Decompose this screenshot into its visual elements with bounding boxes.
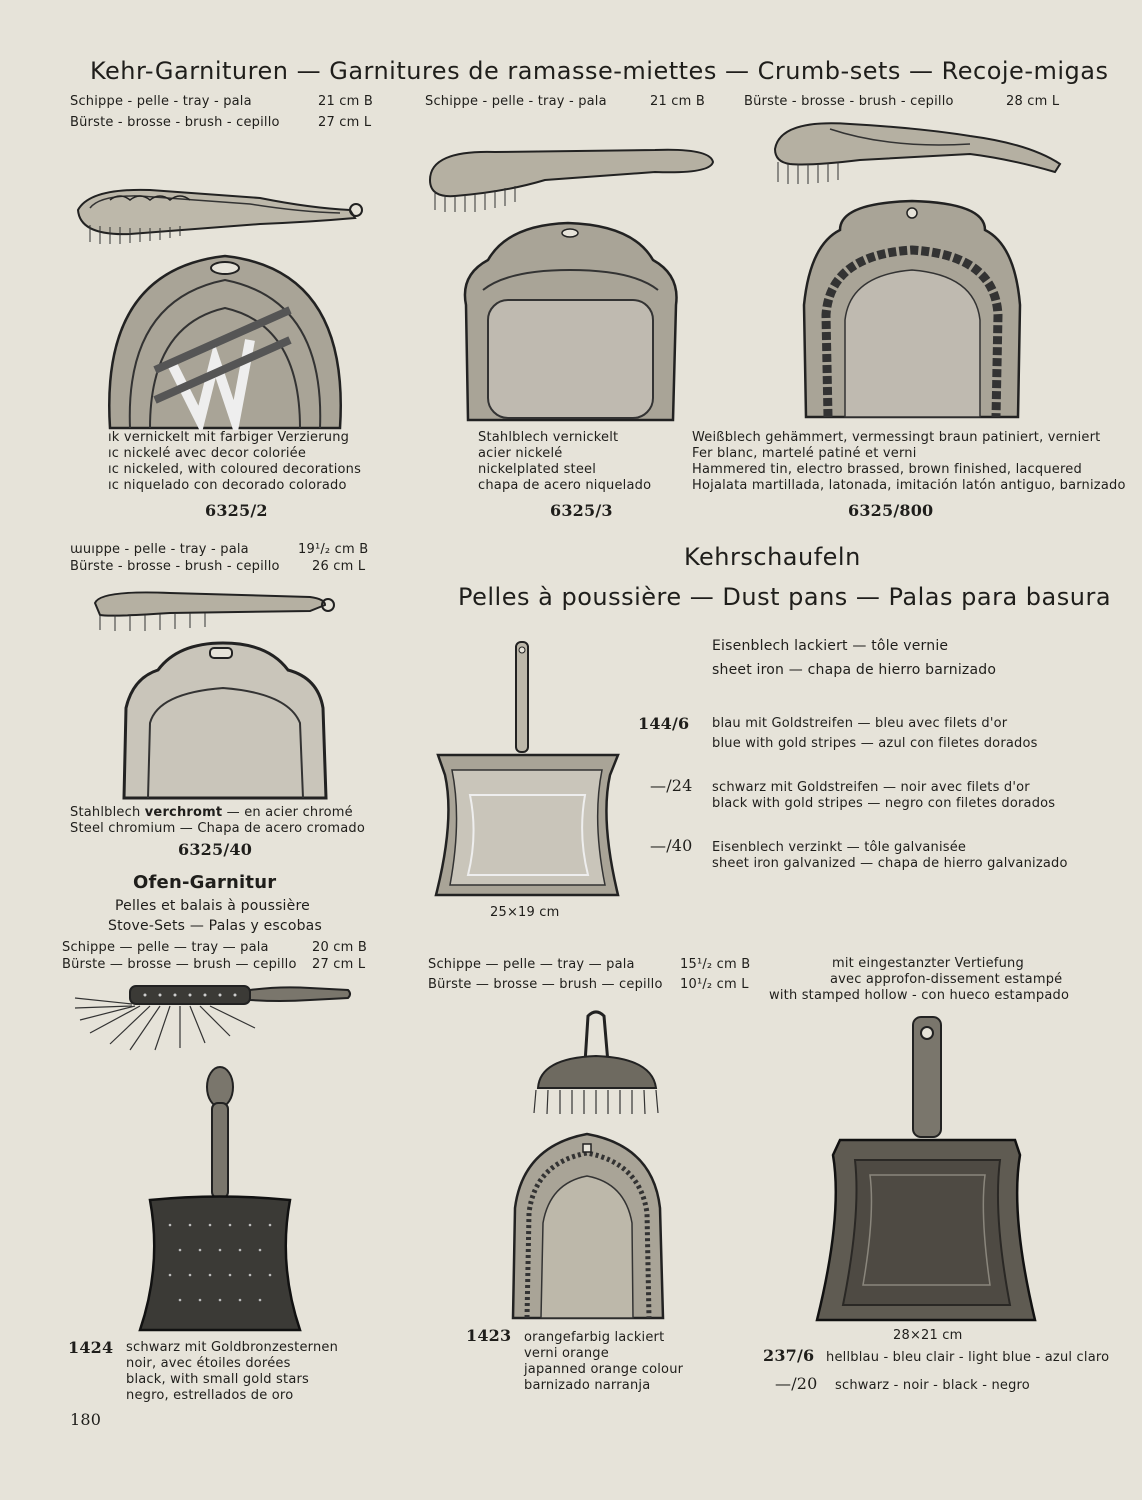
spec-brush-6325-40: Bürste - brosse - brush - cepillo <box>70 559 280 574</box>
stove-subtitle-2: Stove-Sets — Palas y escobas <box>108 918 322 934</box>
desc-1424-line3: black, with small gold stars <box>126 1372 309 1387</box>
desc-6325-3-line3: nickelplated steel <box>478 462 597 477</box>
spec-brush-size-6325-2: 27 cm L <box>318 115 372 130</box>
desc-6325-3-line1: Stahlblech vernickelt <box>478 430 619 445</box>
desc-237-line2: avec approfon-dissement estampé <box>830 972 1063 987</box>
crumb-pan-6325-3-image <box>458 215 683 425</box>
item-number-6325-800: 6325/800 <box>848 501 934 520</box>
page-title: Kehr-Garnituren — Garnitures de ramasse-miettes — Crumb-sets — Recoje-migas <box>90 57 1109 85</box>
crumb-brush-6325-800-image <box>770 114 1070 189</box>
dustpan-144-6-line2: blue with gold stripes — azul con filetes dorados <box>712 736 1038 751</box>
item-number-6325-40: 6325/40 <box>178 840 253 859</box>
spec-brush-1423: Bürste — brosse — brush — cepillo <box>428 977 663 992</box>
stove-brush-1424-image <box>70 978 355 1053</box>
desc-6325-800-line4: Hojalata martillada, latonada, imitación latón antiguo, barnizado <box>692 478 1126 493</box>
spec-tray-1424: Schippe — pelle — tray — pala <box>62 940 269 955</box>
desc-6325-40-line2: Steel chromium — Chapa de acero cromado <box>70 821 365 836</box>
desc-6325-40-material: Stahlblech <box>70 805 145 820</box>
desc-6325-2-line1: ık vernickelt mit farbiger Verzierung <box>108 430 350 445</box>
spec-brush-1424: Bürste — brosse — brush — cepillo <box>62 957 297 972</box>
desc-1423-line1: orangefarbig lackiert <box>524 1330 665 1345</box>
dustpans-material-2: sheet iron — chapa de hierro barnizado <box>712 662 997 678</box>
desc-6325-40-french: — en acier chromé <box>222 805 353 820</box>
item-number-40: —/40 <box>650 836 693 855</box>
desc-1424-line4: negro, estrellados de oro <box>126 1388 294 1403</box>
desc-6325-2-line3: ıc nickeled, with coloured decorations <box>108 462 362 477</box>
spec-tray-6325-40: ɯuıppe - pelle - tray - pala <box>70 542 249 557</box>
desc-1424-line2: noir, avec étoiles dorées <box>126 1356 291 1371</box>
item-number-1424: 1424 <box>68 1338 114 1357</box>
dustpan-237-image <box>815 1015 1040 1325</box>
desc-1424-line1: schwarz mit Goldbronzesternen <box>126 1340 339 1355</box>
item-number-1423: 1423 <box>466 1326 512 1345</box>
spec-tray-size-6325-3: 21 cm B <box>650 94 705 109</box>
spec-brush-size-6325-800: 28 cm L <box>1006 94 1060 109</box>
dustpan-40-line2: sheet iron galvanized — chapa de hierro galvanizado <box>712 856 1068 871</box>
desc-237-line1: mit eingestanzter Vertiefung <box>832 956 1024 971</box>
crumb-pan-6325-2-image <box>100 250 350 430</box>
item-number-24: —/24 <box>650 776 693 795</box>
stove-title: Ofen-Garnitur <box>133 872 277 893</box>
dustpan-1423-image <box>505 1128 670 1323</box>
dustpans-title: Kehrschaufeln <box>684 543 861 571</box>
spec-tray-6325-2: Schippe - pelle - tray - pala <box>70 94 252 109</box>
spec-tray-6325-3: Schippe - pelle - tray - pala <box>425 94 607 109</box>
stove-subtitle-1: Pelles et balais à poussière <box>115 898 310 914</box>
item-number-237-6: 237/6 <box>763 1346 815 1365</box>
spec-tray-size-1424: 20 cm B <box>312 940 367 955</box>
item-number-6325-2: 6325/2 <box>205 501 268 520</box>
crumb-brush-6325-40-image <box>90 585 340 635</box>
dustpan-237-20-color: schwarz - noir - black - negro <box>835 1378 1030 1393</box>
dustpans-subtitle: Pelles à poussière — Dust pans — Palas para basura <box>458 583 1112 611</box>
spec-tray-size-6325-2: 21 cm B <box>318 94 373 109</box>
item-number-6325-3: 6325/3 <box>550 501 613 520</box>
dustpan-24-line1: schwarz mit Goldstreifen — noir avec filets d'or <box>712 780 1030 795</box>
dustpan-144-size: 25×19 cm <box>490 905 560 920</box>
spec-brush-size-1423: 10¹/₂ cm L <box>680 977 749 992</box>
desc-1423-line2: verni orange <box>524 1346 609 1361</box>
spec-tray-size-1423: 15¹/₂ cm B <box>680 957 751 972</box>
desc-6325-800-line2: Fer blanc, martelé patiné et verni <box>692 446 917 461</box>
desc-6325-40-finish: verchromt <box>144 805 223 820</box>
dustpan-237-6-color: hellblau - bleu clair - light blue - azul claro <box>826 1350 1110 1365</box>
crumb-brush-6325-2-image <box>70 180 370 250</box>
dustpan-144-6-line1: blau mit Goldstreifen — bleu avec filets d'or <box>712 716 1008 731</box>
dustpan-24-line2: black with gold stripes — negro con filetes dorados <box>712 796 1056 811</box>
spec-brush-6325-800: Bürste - brosse - brush - cepillo <box>744 94 954 109</box>
crumb-pan-6325-40-image <box>118 638 333 803</box>
desc-6325-40-line1 <box>70 805 353 821</box>
spec-brush-size-1424: 27 cm L <box>312 957 366 972</box>
spec-brush-6325-2: Bürste - brosse - brush - cepillo <box>70 115 280 130</box>
dustpan-40-line1: Eisenblech verzinkt — tôle galvanisée <box>712 840 967 855</box>
brush-1423-image <box>530 1008 665 1118</box>
desc-1423-line4: barnizado narranja <box>524 1378 651 1393</box>
dustpans-material-1: Eisenblech lackiert — tôle vernie <box>712 638 949 654</box>
desc-6325-3-line2: acier nickelé <box>478 446 563 461</box>
item-number-144-6: 144/6 <box>638 714 690 733</box>
desc-6325-2-line4: ıc niquelado con decorado colorado <box>108 478 347 493</box>
desc-6325-800-line3: Hammered tin, electro brassed, brown finished, lacquered <box>692 462 1082 477</box>
desc-1423-line3: japanned orange colour <box>524 1362 684 1377</box>
spec-tray-size-6325-40: 19¹/₂ cm B <box>298 542 369 557</box>
desc-6325-2-line2: ıc nickelé avec decor coloriée <box>108 446 307 461</box>
crumb-pan-6325-800-image <box>800 195 1025 420</box>
dustpan-237-size: 28×21 cm <box>893 1328 963 1343</box>
stove-pan-1424-image <box>130 1065 310 1335</box>
item-number-237-20: —/20 <box>775 1374 818 1393</box>
dustpan-144-image <box>430 640 625 900</box>
desc-6325-3-line4: chapa de acero niquelado <box>478 478 652 493</box>
desc-6325-800-line1: Weißblech gehämmert, vermessingt braun patiniert, verniert <box>692 430 1101 445</box>
page-number: 180 <box>70 1410 102 1429</box>
spec-tray-1423: Schippe — pelle — tray — pala <box>428 957 635 972</box>
crumb-brush-6325-3-image <box>425 140 720 215</box>
desc-237-line3: with stamped hollow - con hueco estampado <box>769 988 1070 1003</box>
spec-brush-size-6325-40: 26 cm L <box>312 559 366 574</box>
